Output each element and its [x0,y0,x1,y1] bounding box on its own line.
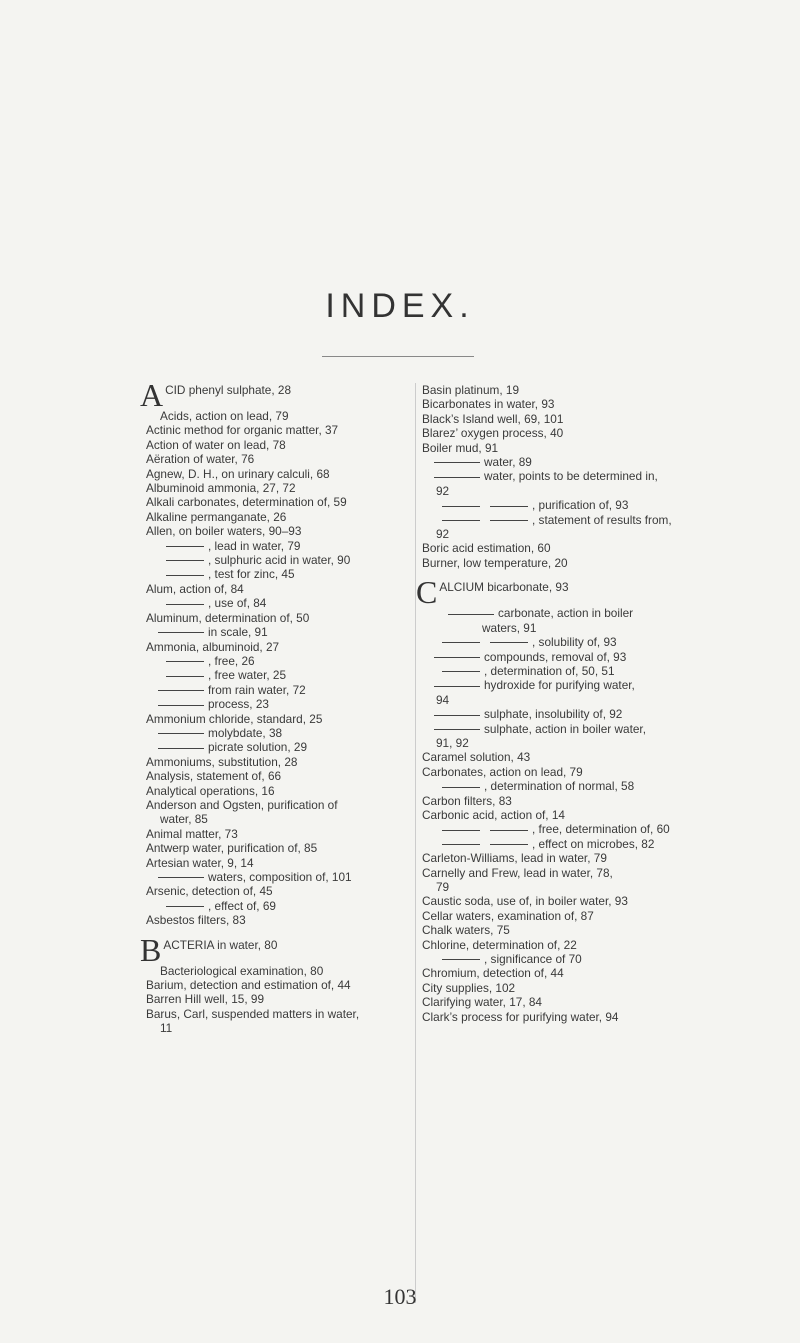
ditto-dash [442,959,480,960]
index-entry [422,426,752,440]
entry-text: Carnelly and Frew, lead in water, 78, [422,865,613,880]
entry-text: Carbonic acid, action of, 14 [422,807,565,822]
index-entry [422,750,752,764]
index-entry [416,580,752,606]
entry-text: , lead in water, 79 [208,538,301,553]
index-entry [422,736,752,750]
ditto-dash [166,546,204,547]
entry-text: Alkaline permanganate, 26 [146,509,287,524]
ditto-dash [442,520,480,521]
index-entry [422,1010,752,1024]
index-entry [422,513,752,527]
page-number: 103 [383,1284,417,1309]
index-entry [422,707,752,721]
index-entry [422,635,752,649]
entry-text: hydroxide for purifying water, [484,678,635,693]
ditto-dash [490,844,528,845]
entry-text: Barren Hill well, 15, 99 [146,992,265,1007]
entry-text: Artesian water, 9, 14 [146,855,254,870]
entry-text: , free water, 25 [208,668,287,683]
index-entry [422,938,752,952]
entry-text: 91, 92 [436,735,469,750]
entry-text: Animal matter, 73 [146,826,238,841]
entry-text: Barus, Carl, suspended matters in water, [146,1006,360,1021]
ditto-dash [434,657,480,658]
index-entry [422,995,752,1009]
ditto-dash [166,560,204,561]
ditto-dash [442,844,480,845]
drop-capital: C [416,580,438,607]
entry-text: City supplies, 102 [422,980,516,995]
index-entry [422,498,752,512]
entry-text: sulphate, insolubility of, 92 [484,707,623,722]
index-entry [422,808,752,822]
index-entry [422,678,752,692]
index-heading: INDEX. [325,287,475,325]
index-entry [422,606,752,620]
entry-text: , effect on microbes, 82 [532,836,655,851]
entry-text: water, 89 [484,455,532,470]
entry-text: Barium, detection and estimation of, 44 [146,978,351,993]
index-entry [422,693,752,707]
entry-text: , determination of normal, 58 [484,779,635,794]
index-entry [422,397,752,411]
index-entry [422,779,752,793]
entry-text: Boric acid estimation, 60 [422,541,551,556]
entry-text: carbonate, action in boiler [498,606,634,621]
entry-text: sulphate, action in boiler water, [484,721,646,736]
entry-text: Black’s Island well, 69, 101 [422,411,564,426]
entry-text: Analytical operations, 16 [146,783,275,798]
ditto-dash [166,604,204,605]
entry-text: Anderson and Ogsten, purification of [146,797,338,812]
entry-text: Aëration of water, 76 [146,452,255,467]
entry-text: Cellar waters, examination of, 87 [422,908,594,923]
ditto-dash [158,877,204,878]
entry-text: 94 [436,692,450,707]
entry-text: Blarez’ oxygen process, 40 [422,426,564,441]
entry-text: Carbon filters, 83 [422,793,512,808]
ditto-dash [158,733,204,734]
ditto-dash [158,690,204,691]
ditto-dash [166,676,204,677]
ditto-dash [442,787,480,788]
entry-text: , free, 26 [208,653,255,668]
ditto-dash [434,729,480,730]
index-entry [422,527,752,541]
right-column [416,383,752,1024]
entry-text: Basin platinum, 19 [422,383,520,397]
entry-text: Clark’s process for purifying water, 94 [422,1009,619,1024]
ditto-dash [442,830,480,831]
entry-text: ACTERIA in water, 80 [163,937,278,952]
entry-text: , significance of 70 [484,952,582,967]
entry-text: picrate solution, 29 [208,740,308,755]
entry-text: Boiler mud, 91 [422,440,499,455]
ditto-dash [442,671,480,672]
entry-text: , sulphuric acid in water, 90 [208,553,351,568]
entry-text: , test for zinc, 45 [208,567,295,582]
ditto-dash [442,506,480,507]
entry-text: , effect of, 69 [208,898,276,913]
index-entry [422,541,752,555]
entry-text: Acids, action on lead, 79 [160,409,289,423]
entry-text: CID phenyl sulphate, 28 [165,383,292,397]
ditto-dash [434,715,480,716]
ditto-dash [434,686,480,687]
entry-text: Chlorine, determination of, 22 [422,937,577,952]
entry-text: Actinic method for organic matter, 37 [146,423,339,438]
entry-text: Carbonates, action on lead, 79 [422,764,583,779]
drop-capital: B [140,937,162,964]
entry-text: , purification of, 93 [532,498,629,513]
entry-text: water, points to be determined in, [484,469,658,484]
index-entry [422,880,752,894]
entry-text: Albuminoid ammonia, 27, 72 [146,481,296,496]
index-entry [422,822,752,836]
index-entry [422,794,752,808]
entry-text: Bacteriological examination, 80 [160,963,324,978]
index-entry [422,469,752,483]
entry-text: Alum, action of, 84 [146,581,244,596]
entry-text: molybdate, 38 [208,725,283,740]
index-entry [422,621,752,635]
entry-text: from rain water, 72 [208,682,306,697]
index-entry [422,650,752,664]
entry-text: Antwerp water, purification of, 85 [146,841,318,856]
entry-text: , solubility of, 93 [532,635,617,650]
entry-text: Caramel solution, 43 [422,750,531,765]
entry-text: Chromium, detection of, 44 [422,966,564,981]
entry-text: Aluminum, determination of, 50 [146,610,310,625]
ditto-dash [448,614,494,615]
ditto-dash [490,520,528,521]
entry-text: process, 23 [208,697,269,712]
ditto-dash [490,830,528,831]
entry-text: Ammoniums, substitution, 28 [146,754,298,769]
entry-text: Carleton-Williams, lead in water, 79 [422,851,607,866]
index-entry [422,909,752,923]
index-entry [422,966,752,980]
index-entry [422,455,752,469]
entry-text: Agnew, D. H., on urinary calculi, 68 [146,466,330,481]
ditto-dash [442,642,480,643]
entry-text: , free, determination of, 60 [532,822,670,837]
entry-text: ALCIUM bicarbonate, 93 [439,580,569,595]
index-entry [422,722,752,736]
index-entry [422,383,752,397]
entry-text: 79 [436,880,450,894]
entry-text: Bicarbonates in water, 93 [422,397,555,412]
index-entry [422,981,752,995]
entry-text: compounds, removal of, 93 [484,649,627,664]
entry-text: , statement of results from, [532,512,672,527]
ditto-dash [434,462,480,463]
entry-text: waters, composition of, 101 [208,870,352,884]
entry-text: Ammonium chloride, standard, 25 [146,711,323,726]
index-entry [422,556,752,570]
entry-text: , determination of, 50, 51 [484,663,615,678]
index-entry [422,765,752,779]
ditto-dash [158,748,204,749]
index-entry [422,837,752,851]
index-entry [422,894,752,908]
ditto-dash [158,705,204,706]
entry-text: in scale, 91 [208,625,268,640]
ditto-dash [434,477,480,478]
entry-text: 92 [436,483,450,498]
ditto-dash [490,642,528,643]
ditto-dash [158,632,204,633]
heading-rule [322,356,474,357]
entry-text: Allen, on boiler waters, 90–93 [146,524,302,539]
entry-text: Alkali carbonates, determination of, 59 [146,495,347,510]
entry-text: 92 [436,527,450,542]
ditto-dash [490,506,528,507]
ditto-dash [166,906,204,907]
entry-text: water, 85 [160,812,208,827]
entry-text: Action of water on lead, 78 [146,437,286,452]
entry-text: , use of, 84 [208,596,267,611]
entry-text: Caustic soda, use of, in boiler water, 93 [422,894,628,909]
index-entry [422,866,752,880]
entry-text: Analysis, statement of, 66 [146,769,282,784]
index-entry [422,851,752,865]
index-entry [422,412,752,426]
ditto-dash [166,661,204,662]
entry-text: Arsenic, detection of, 45 [146,884,273,899]
entry-text: Asbestos filters, 83 [146,913,246,928]
entry-text: waters, 91 [482,620,537,635]
index-entry [422,664,752,678]
ditto-dash [166,575,204,576]
entry-text: Ammonia, albuminoid, 27 [146,639,280,654]
entry-text: Chalk waters, 75 [422,923,510,938]
entry-text: Burner, low temperature, 20 [422,555,568,570]
entry-text: 11 [160,1021,173,1036]
entry-text: Clarifying water, 17, 84 [422,995,542,1010]
drop-capital: A [140,383,164,409]
index-entry [422,923,752,937]
index-entry [422,952,752,966]
index-entry [422,484,752,498]
index-entry [422,441,752,455]
